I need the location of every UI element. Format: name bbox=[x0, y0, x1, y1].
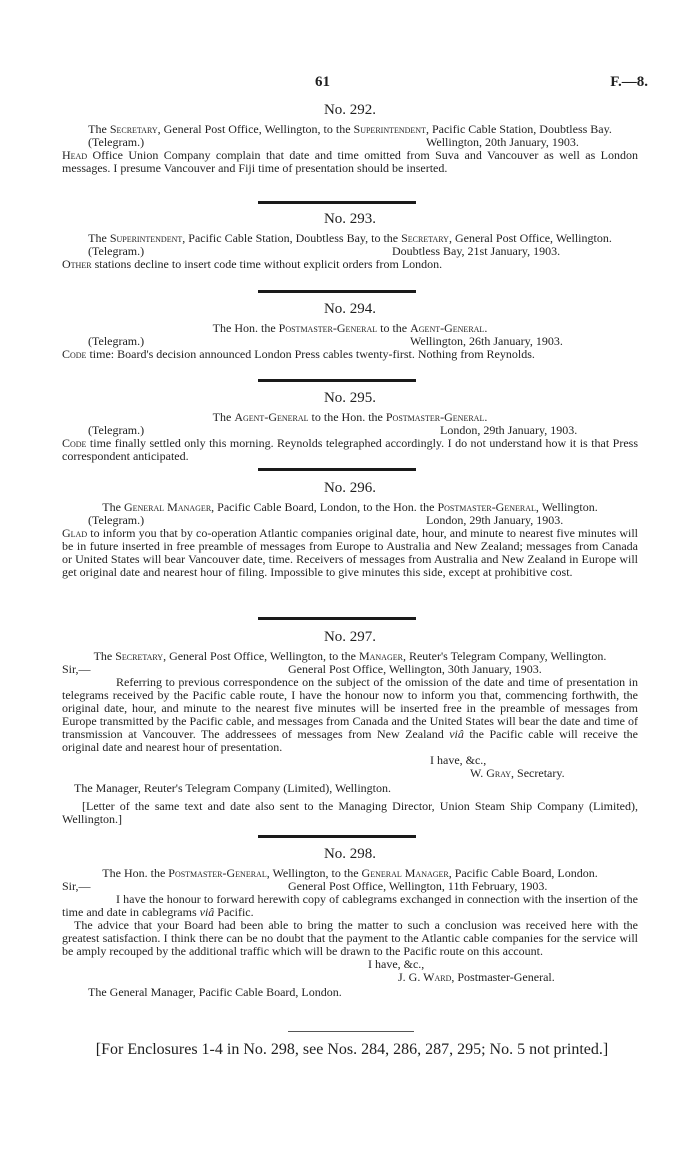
editorial-note: [Letter of the same text and date also sent to the Managing Director, Union Steam Ship Company (Limited), Wellington.] bbox=[62, 799, 638, 826]
section-rule bbox=[258, 379, 416, 382]
letter-dateline bbox=[0, 424, 700, 437]
signature-line bbox=[0, 971, 700, 984]
letter-address: The Hon. the Postmaster-General to the Agent-General. bbox=[212, 321, 488, 335]
closing-line bbox=[0, 958, 700, 971]
letter-body: Code time finally settled only this morning. Reynolds telegraphed accordingly. I do not understand how it is that Press correspondent anticipated. bbox=[62, 436, 638, 463]
signature: J. G. Ward, Postmaster-General. bbox=[398, 970, 555, 984]
letter-292 bbox=[0, 100, 700, 175]
place-date: London, 29th January, 1903. bbox=[440, 423, 578, 437]
place-date: General Post Office, Wellington, 11th February, 1903. bbox=[288, 879, 548, 893]
letter-293 bbox=[0, 209, 700, 271]
letter-dateline bbox=[0, 880, 700, 893]
letter-body: Glad to inform you that by co-operation Atlantic companies original date, hour, and minute to nearest five minutes will be in future inserted in free preamble of messages from Europe to Australia and New Zealand; messages from Canada or United States will bear Vancouver date, time. Receivers of messages from Australia and New Zealand in Europe will get original date and nearest hour of filing. Impossible to give minutes this side, except at prohibitive cost. bbox=[62, 526, 638, 579]
letter-298 bbox=[0, 844, 700, 999]
letter-body: Other stations decline to insert code time without explicit orders from London. bbox=[62, 257, 443, 271]
page-header bbox=[0, 74, 700, 94]
letter-address: The General Manager, Pacific Cable Board, London, to the Hon. the Postmaster-General, Wellington. bbox=[102, 500, 598, 514]
letter-address: The Superintendent, Pacific Cable Station, Doubtless Bay, to the Secretary, General Post Office, Wellington. bbox=[88, 231, 612, 245]
section-rule bbox=[258, 468, 416, 471]
letter-number: No. 296. bbox=[323, 480, 377, 496]
letter-296 bbox=[0, 478, 700, 579]
closing: I have, &c., bbox=[430, 753, 487, 767]
section-rule bbox=[258, 290, 416, 293]
letter-dateline bbox=[0, 514, 700, 527]
letter-number: No. 298. bbox=[323, 846, 377, 862]
letter-address: The Secretary, General Post Office, Wellington, to the Manager, Reuter's Telegram Company, Wellington. bbox=[93, 649, 607, 663]
letter-dateline bbox=[0, 136, 700, 149]
section-rule bbox=[288, 1031, 414, 1032]
section-rule bbox=[258, 835, 416, 838]
place-date: Wellington, 20th January, 1903. bbox=[426, 135, 579, 149]
recipient-line: The General Manager, Pacific Cable Board, London. bbox=[88, 985, 342, 999]
letter-number: No. 293. bbox=[323, 211, 377, 227]
letter-address: The Secretary, General Post Office, Wellington, to the Superintendent, Pacific Cable Station, Doubtless Bay. bbox=[88, 122, 612, 136]
letter-297 bbox=[0, 627, 700, 826]
letter-294 bbox=[0, 299, 700, 361]
message-type: (Telegram.) bbox=[88, 513, 145, 527]
closing: I have, &c., bbox=[368, 957, 425, 971]
recipient-line: The Manager, Reuter's Telegram Company (Limited), Wellington. bbox=[74, 781, 392, 795]
salutation: Sir,— bbox=[62, 662, 91, 676]
letter-body: Head Office Union Company complain that date and time omitted from Suva and Vancouver as well as London messages. I presume Vancouver and Fiji time of presentation should be inserted. bbox=[62, 148, 638, 175]
letter-number: No. 295. bbox=[323, 390, 377, 406]
section-rule bbox=[258, 617, 416, 620]
letter-address: The Hon. the Postmaster-General, Wellington, to the General Manager, Pacific Cable Board, London. bbox=[102, 866, 598, 880]
letter-body: Referring to previous correspondence on the subject of the omission of the date and time of presentation in telegrams received by the Pacific cable route, I have the honour now to inform you that, commencing forthwith, the original date, hour, and minute to the nearest five minutes will be inserted free in the preamble of messages from Europe transmitted by the Pacific cable, and messages from Canada and the United States will bear the date and time of transmission at Vancouver. The addressees of messages from New Zealand viâ the Pacific cable will receive the original date and nearest hour of presentation. bbox=[62, 675, 638, 754]
salutation: Sir,— bbox=[62, 879, 91, 893]
letter-number: No. 292. bbox=[323, 102, 377, 118]
section-rule bbox=[258, 201, 416, 204]
closing-line bbox=[0, 754, 700, 767]
signature: W. Gray, Secretary. bbox=[470, 766, 565, 780]
message-type: (Telegram.) bbox=[88, 423, 145, 437]
letter-dateline bbox=[0, 335, 700, 348]
message-type: (Telegram.) bbox=[88, 334, 145, 348]
letter-address: The Agent-General to the Hon. the Postmaster-General. bbox=[212, 410, 488, 424]
place-date: General Post Office, Wellington, 30th January, 1903. bbox=[288, 662, 542, 676]
message-type: (Telegram.) bbox=[88, 135, 145, 149]
letter-number: No. 297. bbox=[323, 629, 377, 645]
letter-dateline bbox=[0, 245, 700, 258]
letter-body: Code time: Board's decision announced London Press cables twenty-first. Nothing from Reynolds. bbox=[62, 347, 535, 361]
page-number: 61 bbox=[315, 74, 330, 90]
letter-number: No. 294. bbox=[323, 301, 377, 317]
place-date: Doubtless Bay, 21st January, 1903. bbox=[392, 244, 561, 258]
letter-dateline bbox=[0, 663, 700, 676]
enclosures-footnote: [For Enclosures 1-4 in No. 298, see Nos. 284, 286, 287, 295; No. 5 not printed.] bbox=[95, 1041, 609, 1058]
letter-295 bbox=[0, 388, 700, 463]
place-date: Wellington, 26th January, 1903. bbox=[410, 334, 563, 348]
sessional-reference: F.—8. bbox=[610, 74, 648, 90]
signature-line bbox=[0, 767, 700, 780]
letter-body: I have the honour to forward herewith copy of cablegrams exchanged in connection with the insertion of the time and date in cablegrams viâ Pacific. The advice that your Board had been able to bring the matter to such a conclusion was received here with the greatest satisfaction. I think there can be no doubt that the payment to the Atlantic cable companies for the service will be amply recouped by the additional traffic which will be drawn to the Pacific route on this account. bbox=[62, 892, 638, 958]
message-type: (Telegram.) bbox=[88, 244, 145, 258]
place-date: London, 29th January, 1903. bbox=[426, 513, 564, 527]
